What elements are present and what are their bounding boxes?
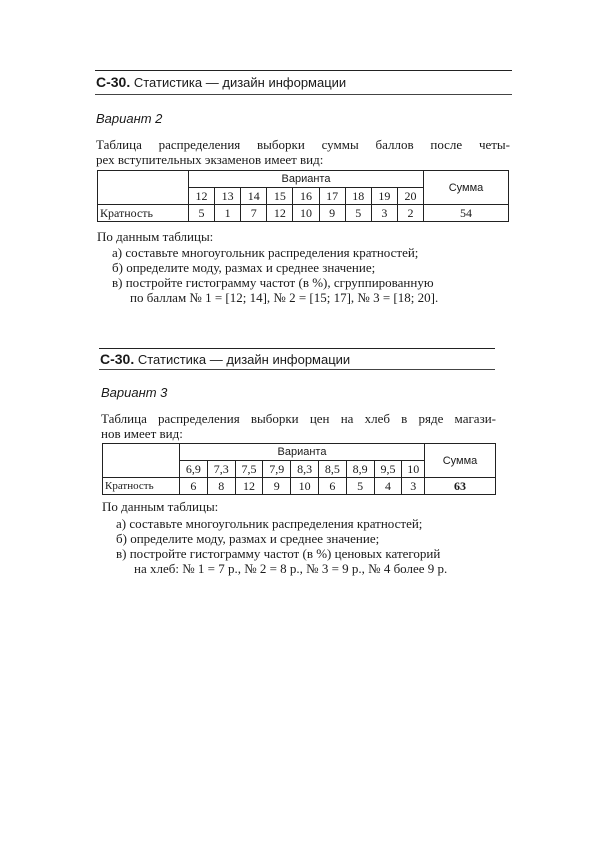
variant-cell: 16 xyxy=(293,188,319,205)
variant-cell: 13 xyxy=(215,188,241,205)
header-bottom-rule xyxy=(99,369,495,370)
header-top-rule xyxy=(95,70,512,71)
task-item: в) постройте гистограмму частот (в %) ценовых категорий xyxy=(116,546,441,561)
section-code: С-30. xyxy=(96,74,131,90)
variant-title: Вариант 2 xyxy=(96,111,163,126)
variant-cell: 20 xyxy=(397,188,423,205)
section-title: Статистика — дизайн информации xyxy=(133,75,347,90)
header-top-rule xyxy=(99,348,495,349)
variant-cell: 17 xyxy=(319,188,345,205)
header-bottom-rule xyxy=(95,94,512,95)
frequency-cell: 6 xyxy=(180,478,208,495)
variant-cell: 8,9 xyxy=(346,461,374,478)
task-item: а) составьте многоугольник распределения кратностей; xyxy=(112,245,419,260)
tasks-lead: По данным таблицы: xyxy=(97,229,214,244)
distribution-table xyxy=(97,170,509,222)
corner-cell xyxy=(98,171,189,205)
frequency-cell: 3 xyxy=(402,478,425,495)
variant-cell: 18 xyxy=(345,188,371,205)
variant-cell: 7,3 xyxy=(207,461,235,478)
section-header xyxy=(96,74,346,90)
variant-cell: 7,5 xyxy=(235,461,263,478)
frequency-cell: 12 xyxy=(235,478,263,495)
variant-cell: 9,5 xyxy=(374,461,402,478)
task-item-continuation: по баллам № 1 = [12; 14], № 2 = [15; 17], № 3 = [18; 20]. xyxy=(130,290,439,305)
variant-cell: 8,3 xyxy=(291,461,319,478)
variants-header: Варианта xyxy=(189,171,424,188)
frequency-cell: 5 xyxy=(346,478,374,495)
frequency-cell: 9 xyxy=(263,478,291,495)
tasks-lead: По данным таблицы: xyxy=(102,499,219,514)
variant-cell: 12 xyxy=(189,188,215,205)
variant-cell: 8,5 xyxy=(318,461,346,478)
section-code: С-30. xyxy=(100,351,135,367)
problem-intro xyxy=(101,411,496,441)
frequency-cell: 8 xyxy=(207,478,235,495)
frequency-cell: 5 xyxy=(189,205,215,222)
variant-cell: 19 xyxy=(371,188,397,205)
section-title: Статистика — дизайн информации xyxy=(137,352,351,367)
row-label: Кратность xyxy=(98,205,189,222)
frequency-cell: 5 xyxy=(345,205,371,222)
intro-line: рех вступительных экзаменов имеет вид: xyxy=(96,152,324,167)
task-item: б) определите моду, размах и среднее значение; xyxy=(116,531,380,546)
section-header xyxy=(100,351,350,367)
task-list xyxy=(112,245,438,305)
variant-cell: 10 xyxy=(402,461,425,478)
frequency-cell: 10 xyxy=(293,205,319,222)
task-list xyxy=(116,516,447,576)
intro-line: нов имеет вид: xyxy=(101,426,183,441)
frequency-cell: 4 xyxy=(374,478,402,495)
problem-intro xyxy=(96,137,510,167)
intro-line: Таблица распределения выборки цен на хлеб в ряде магази- xyxy=(101,411,496,426)
sum-header: Сумма xyxy=(424,171,509,205)
frequency-cell: 2 xyxy=(397,205,423,222)
frequency-cell: 6 xyxy=(318,478,346,495)
variant-cell: 14 xyxy=(241,188,267,205)
sum-header: Сумма xyxy=(425,444,496,478)
variants-header: Варианта xyxy=(180,444,425,461)
task-item: в) постройте гистограмму частот (в %), сгруппированную xyxy=(112,275,434,290)
task-item-continuation: на хлеб: № 1 = 7 р., № 2 = 8 р., № 3 = 9 р., № 4 более 9 р. xyxy=(134,561,448,576)
frequency-cell: 12 xyxy=(267,205,293,222)
corner-cell xyxy=(103,444,180,478)
variant-title: Вариант 3 xyxy=(101,385,168,400)
variant-cell: 7,9 xyxy=(263,461,291,478)
variant-cell: 15 xyxy=(267,188,293,205)
total-cell: 63 xyxy=(425,478,496,495)
frequency-cell: 9 xyxy=(319,205,345,222)
task-item: б) определите моду, размах и среднее значение; xyxy=(112,260,376,275)
frequency-cell: 10 xyxy=(291,478,319,495)
variant-cell: 6,9 xyxy=(180,461,208,478)
total-cell: 54 xyxy=(424,205,509,222)
intro-line: Таблица распределения выборки суммы баллов после четы- xyxy=(96,137,510,152)
distribution-table xyxy=(102,443,496,495)
frequency-cell: 7 xyxy=(241,205,267,222)
frequency-cell: 1 xyxy=(215,205,241,222)
row-label: Кратность xyxy=(103,478,180,495)
task-item: а) составьте многоугольник распределения кратностей; xyxy=(116,516,423,531)
frequency-cell: 3 xyxy=(371,205,397,222)
